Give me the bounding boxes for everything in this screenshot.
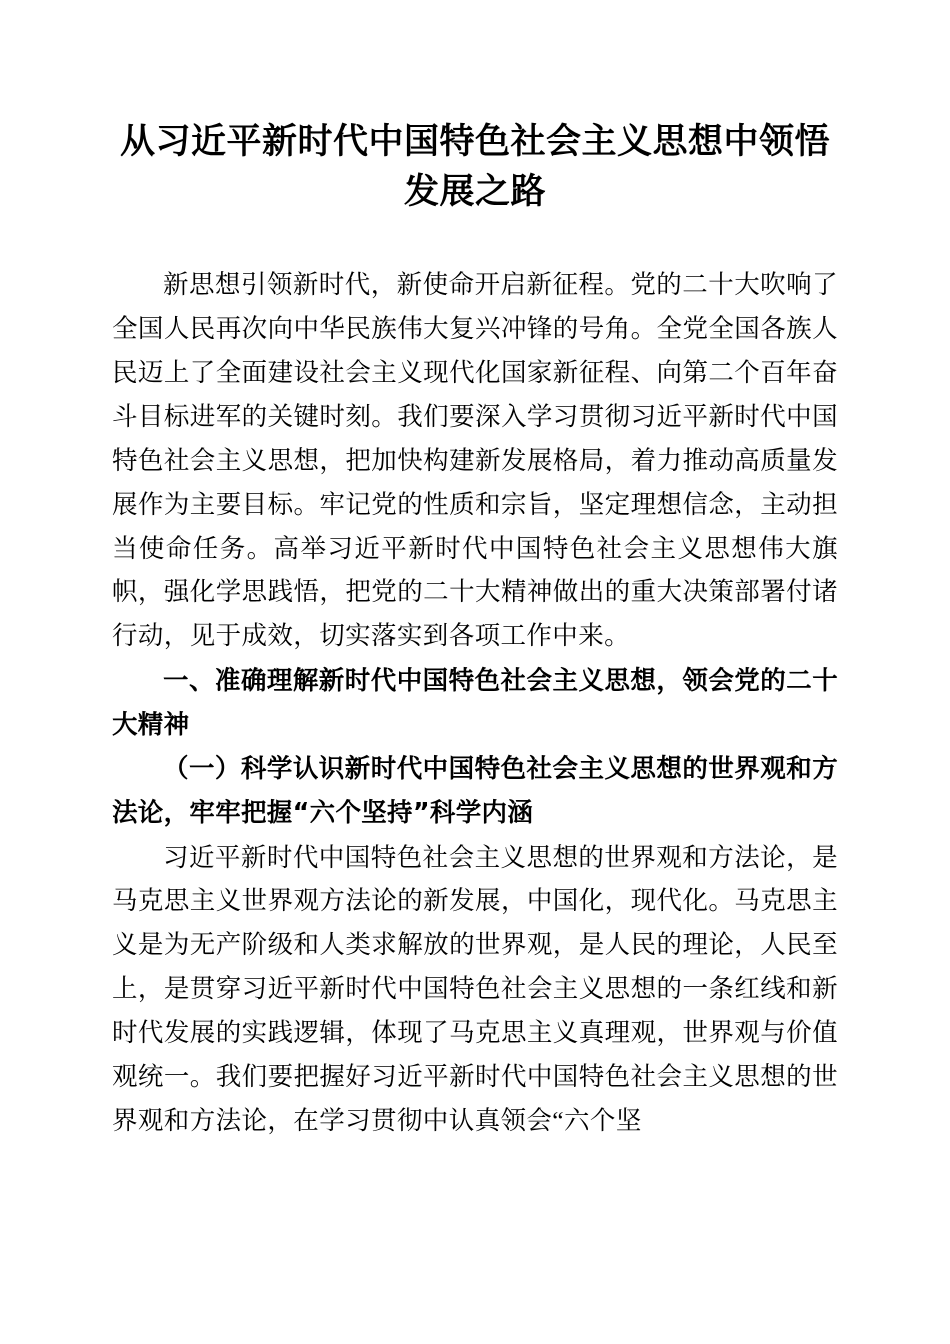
- subsection-heading-1: （一）科学认识新时代中国特色社会主义思想的世界观和方法论，牢牢把握“六个坚持”科学内涵: [112, 753, 838, 828]
- page-title: 从习近平新时代中国特色社会主义思想中领悟发展之路: [119, 122, 830, 212]
- section-heading-1: 一、准确理解新时代中国特色社会主义思想，领会党的二十大精神: [112, 666, 838, 740]
- paragraph-intro: 新思想引领新时代，新使命开启新征程。党的二十大吹响了全国人民再次向中华民族伟大复兴冲锋的号角。全党全国各族人民迈上了全面建设社会主义现代化国家新征程、向第二个百年奋斗目标进军的关键时刻。我们要深入学习贯彻习近平新时代中国特色社会主义思想，把加快构建新发展格局，着力推动高质量发展作为主要目标。牢记党的性质和宗旨，坚定理想信念，主动担当使命任务。高举习近平新时代中国特色社会主义思想伟大旗帜，强化学思践悟，把党的二十大精神做出的重大决策部署付诸行动，见于成效，切实落实到各项工作中来。: [112, 270, 838, 651]
- document-body: [112, 263, 838, 1142]
- paragraph-worldview: 习近平新时代中国特色社会主义思想的世界观和方法论，是马克思主义世界观方法论的新发展，中国化，现代化。马克思主义是为无产阶级和人类求解放的世界观，是人民的理论，人民至上，是贯穿习近平新时代中国特色社会主义思想的一条红线和新时代发展的实践逻辑，体现了马克思主义真理观，世界观与价值观统一。我们要把握好习近平新时代中国特色社会主义思想的世界观和方法论，在学习贯彻中认真领会“六个坚: [112, 842, 838, 1135]
